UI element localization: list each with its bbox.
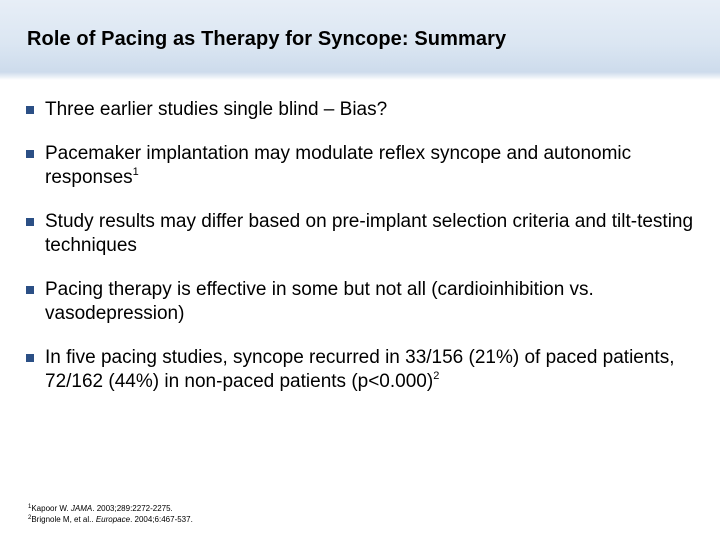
- bullet-item: [24, 98, 704, 122]
- footnote-marker: 1: [132, 166, 139, 178]
- bullet-list: [24, 98, 704, 394]
- square-bullet-icon: [26, 218, 34, 226]
- reference-number: 1: [28, 504, 32, 510]
- bullet-item: [24, 210, 704, 258]
- reference-citation: . 2003;289:2272-2275.: [92, 504, 173, 513]
- bullet-text: In five pacing studies, syncope recurred in 33/156 (21%) of paced patients, 72/162 (44%) in non-paced patients (p<0.000): [45, 347, 675, 392]
- bullet-item: [24, 142, 704, 190]
- reference-authors: Brignole M, et al..: [31, 515, 96, 524]
- bullet-item: [24, 346, 704, 394]
- reference-authors: Kapoor W.: [31, 504, 71, 513]
- references: [28, 503, 193, 525]
- reference-number: 2: [28, 515, 32, 521]
- reference-citation: . 2004;6:467-537.: [130, 515, 193, 524]
- bullet-text: Study results may differ based on pre-implant selection criteria and tilt-testing techniques: [45, 211, 694, 256]
- reference-journal: JAMA: [70, 504, 93, 513]
- reference-item: [28, 503, 193, 514]
- reference-item: [28, 514, 193, 525]
- bullet-text: Three earlier studies single blind – Bias?: [45, 99, 388, 120]
- footnote-marker: 2: [433, 370, 440, 382]
- square-bullet-icon: [26, 286, 34, 294]
- bullet-text: Pacing therapy is effective in some but not all (cardioinhibition vs. vasodepression): [45, 279, 594, 324]
- square-bullet-icon: [26, 150, 34, 158]
- square-bullet-icon: [26, 106, 34, 114]
- bullet-item: [24, 278, 704, 326]
- reference-journal: Europace: [95, 515, 131, 524]
- square-bullet-icon: [26, 354, 34, 362]
- slide-title: Role of Pacing as Therapy for Syncope: Summary: [27, 28, 507, 50]
- bullet-text: Pacemaker implantation may modulate reflex syncope and autonomic responses: [45, 143, 632, 188]
